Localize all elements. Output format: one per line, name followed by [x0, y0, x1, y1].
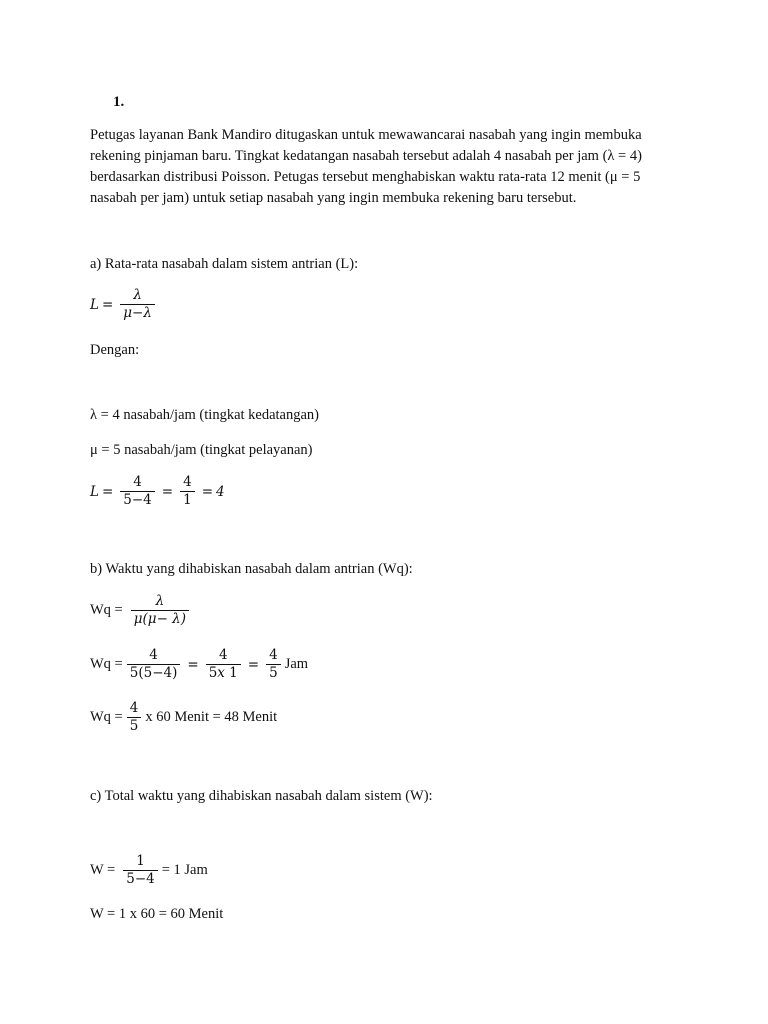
equals-sign: = [101, 296, 114, 313]
denominator: 5−4 [123, 870, 158, 888]
fraction [120, 287, 155, 322]
intro-line: berdasarkan distribusi Poisson. Petugas tersebut menghabiskan waktu rata-rata 12 menit (μ = 5 [90, 169, 641, 185]
formula-L [90, 287, 159, 322]
formula-Wq [90, 593, 193, 628]
formula-lhs: W = [90, 862, 116, 878]
fraction [206, 647, 241, 682]
numerator: 1 [136, 853, 145, 869]
fraction [127, 700, 142, 735]
fraction [131, 593, 189, 628]
unit-label: Jam [284, 656, 309, 672]
problem-number: 1. [113, 94, 125, 110]
numerator: λ [133, 287, 142, 303]
result-text: = 1 Jam [161, 862, 208, 878]
equals-sign: = [187, 656, 199, 673]
part-b-heading: b) Waktu yang dihabiskan nasabah dalam antrian (Wq): [90, 561, 413, 577]
formula-lhs: Wq = [90, 602, 123, 618]
denominator: 5−4 [120, 491, 155, 509]
numerator: 4 [149, 647, 158, 663]
denominator: 5(5−4) [127, 664, 181, 682]
fraction [120, 474, 155, 509]
formula-L-computation [90, 474, 225, 509]
formula-lhs: Wq = [90, 709, 123, 725]
result-text: x 60 Menit = 48 Menit [145, 709, 278, 725]
result-value: 4 [216, 483, 225, 500]
fraction [266, 647, 281, 682]
intro-line: rekening pinjaman baru. Tingkat kedatangan nasabah tersebut adalah 4 nasabah per jam (λ = 4) [90, 148, 642, 164]
intro-paragraph [90, 125, 680, 209]
formula-W [90, 853, 208, 888]
numerator: 4 [129, 700, 139, 716]
intro-line: Petugas layanan Bank Mandiro ditugaskan untuk mewawancarai nasabah yang ingin membuka [90, 127, 642, 143]
fraction [127, 647, 181, 682]
denominator: 5𝑥 1 [206, 664, 241, 682]
formula-lhs: Wq = [90, 656, 123, 672]
formula-lhs: L [90, 296, 99, 313]
mu-definition: μ = 5 nasabah/jam (tingkat pelayanan) [90, 442, 313, 458]
equals-sign: = [201, 483, 213, 500]
equals-sign: = [161, 483, 174, 500]
equals-sign: = [101, 483, 114, 500]
part-c-heading: c) Total waktu yang dihabiskan nasabah dalam sistem (W): [90, 788, 433, 804]
formula-lhs: L [90, 483, 99, 500]
intro-line: nasabah per jam) untuk setiap nasabah yang ingin membuka rekening baru tersebut. [90, 190, 577, 206]
denominator: 1 [180, 491, 195, 509]
numerator: 4 [269, 647, 278, 663]
formula-W-minutes: W = 1 x 60 = 60 Menit [90, 906, 224, 922]
part-a-heading: a) Rata-rata nasabah dalam sistem antrian (L): [90, 256, 359, 272]
equals-sign: = [247, 656, 260, 673]
numerator: λ [155, 593, 165, 609]
numerator: 4 [218, 647, 228, 663]
formula-Wq-minutes [90, 700, 277, 735]
denominator: μ(μ− λ) [131, 610, 189, 628]
denominator: 5 [127, 717, 142, 735]
lambda-definition: λ = 4 nasabah/jam (tingkat kedatangan) [90, 407, 320, 423]
fraction [180, 474, 195, 509]
numerator: 4 [183, 474, 192, 490]
denominator: μ−λ [120, 304, 155, 322]
fraction [123, 853, 158, 888]
denominator: 5 [266, 664, 281, 682]
formula-Wq-computation [90, 647, 308, 682]
dengan-label: Dengan: [90, 342, 140, 358]
numerator: 4 [133, 474, 142, 490]
